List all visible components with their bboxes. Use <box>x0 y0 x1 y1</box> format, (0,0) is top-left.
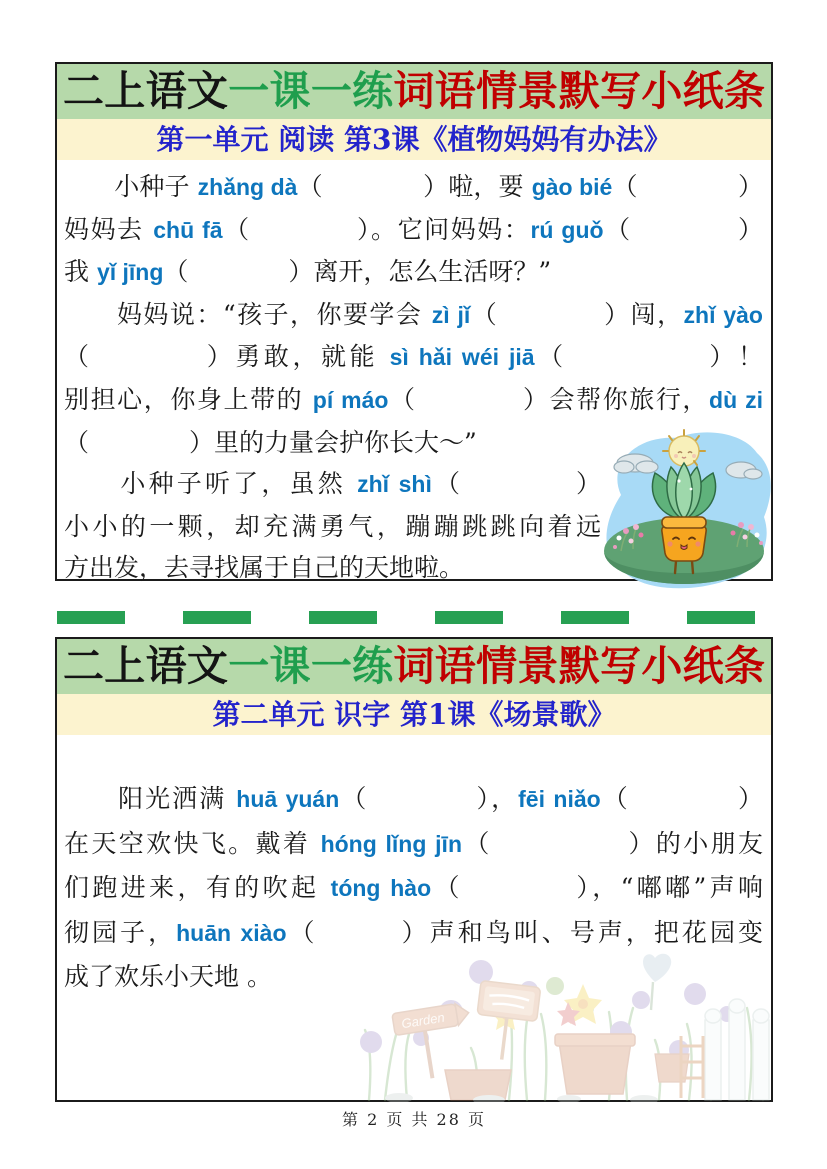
chinese-text: （ ），“嘟嘟”声响 <box>431 873 763 902</box>
text-line <box>64 866 763 911</box>
chinese-text: （ ） <box>612 172 763 201</box>
text-line <box>64 209 763 252</box>
chinese-text: 妈妈去 <box>64 214 154 244</box>
title-series-label: 一课一练 <box>228 642 394 690</box>
pinyin-text: rú guǒ <box>530 216 604 243</box>
text-line <box>64 336 763 379</box>
chinese-text: （ ）离开，怎么生活呀？” <box>163 257 552 287</box>
chinese-text: （ ）声和鸟叫、号声，把花园变 <box>286 917 763 947</box>
pinyin-text: chū fā <box>153 216 223 243</box>
pinyin-text: zhǐ yào <box>683 301 763 328</box>
title-series-label: 一课一练 <box>228 67 394 115</box>
pinyin-text: yǐ jīng <box>96 259 164 286</box>
gardening-time-sign <box>472 980 541 1063</box>
chinese-text: 小种子 <box>64 172 198 201</box>
pinyin-text: dù zi <box>709 386 763 413</box>
plant-illustration <box>591 423 777 593</box>
pinyin-text: zhǐ shì <box>357 471 432 498</box>
chinese-text: 别担心，你身上带的 <box>64 384 313 414</box>
chinese-text: （ ）， <box>339 784 519 813</box>
pinyin-text: hóng lǐng jīn <box>320 830 462 857</box>
picket-fence <box>705 999 769 1100</box>
chinese-text: （ ）的小朋友 <box>462 828 763 858</box>
chinese-text: 在天空欢快飞。戴着 <box>64 828 321 858</box>
title-topic-label: 词语情景默写小纸条 <box>393 642 765 690</box>
title-topic-label: 词语情景默写小纸条 <box>393 67 765 115</box>
chinese-text: 们跑进来，有的吹起 <box>64 873 331 902</box>
chinese-text: 小种子听了，虽然 <box>64 469 358 499</box>
chinese-text: 小小的一颗，却充满勇气，蹦蹦跳跳向着远 <box>64 511 601 541</box>
chinese-text: （ ）。它问妈妈： <box>222 214 531 244</box>
pinyin-text: zhǎng dà <box>197 174 298 200</box>
chinese-text: 彻园子， <box>64 917 177 947</box>
pinyin-text: tóng hào <box>330 875 432 901</box>
chinese-text: （ ）！ <box>534 342 763 372</box>
chinese-text: （ ） <box>600 784 763 813</box>
text-line <box>64 547 601 589</box>
text-line <box>64 166 763 209</box>
chinese-text: （ ）啦，要 <box>297 172 532 201</box>
card-title-bar <box>57 64 771 119</box>
text-line <box>64 506 601 548</box>
title-grade-label: 二上语文 <box>63 67 229 115</box>
chinese-text: （ ）会帮你旅行， <box>388 384 710 414</box>
lesson-subtitle: 第二单元 识字 第1课《场景歌》 <box>57 694 771 735</box>
page-number: 第 2 页 共 28 页 <box>342 1110 486 1129</box>
text-line <box>64 463 601 506</box>
pinyin-text: sì hǎi wéi jiā <box>389 344 535 371</box>
pinyin-text: fēi niǎo <box>518 786 601 812</box>
chinese-text: 妈妈说：“孩子，你要学会 <box>64 299 432 329</box>
text-line <box>64 911 763 956</box>
pinyin-text: huān xiào <box>176 919 287 946</box>
pinyin-text: pí máo <box>312 386 389 413</box>
text-line <box>64 251 763 294</box>
text-line <box>64 294 763 337</box>
chinese-text: 我 <box>64 257 97 287</box>
chinese-text: （ ）闯， <box>470 299 684 329</box>
garden-sign-label: Garden <box>400 1009 446 1032</box>
card-title-bar <box>57 639 771 694</box>
text-line <box>64 822 763 867</box>
text-line <box>64 379 763 422</box>
worksheet-card-2 <box>55 637 773 1102</box>
pinyin-text: huā yuán <box>236 786 340 812</box>
text-line <box>64 777 763 822</box>
chinese-text: （ ） <box>603 214 763 244</box>
garden-illustration <box>359 950 773 1102</box>
lesson-subtitle: 第一单元 阅读 第3课《植物妈妈有办法》 <box>57 119 771 160</box>
chinese-text: 方出发，去寻找属于自己的天地啦。 <box>64 553 465 583</box>
chinese-text: （ ）里的力量会护你长大～” <box>64 427 477 457</box>
chinese-text: （ ） <box>431 469 601 499</box>
flower-pots <box>445 1034 689 1100</box>
chinese-text: （ ）勇敢，就能 <box>64 342 390 372</box>
chinese-text: 成了欢乐小天地 。 <box>64 962 272 991</box>
title-grade-label: 二上语文 <box>63 642 229 690</box>
chinese-text: 阳光洒满 <box>64 784 237 813</box>
pinyin-text: zì jǐ <box>431 301 471 328</box>
dashed-separator <box>57 611 773 624</box>
worksheet-card-1 <box>55 62 773 581</box>
pinyin-text: gào bié <box>531 174 613 200</box>
